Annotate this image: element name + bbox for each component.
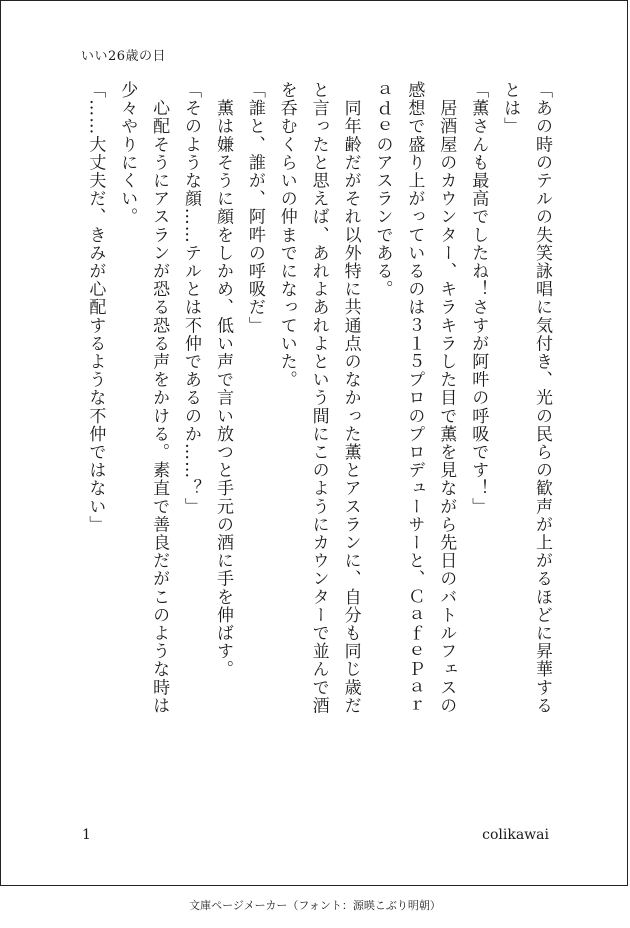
running-title: いい26歳の日: [81, 49, 167, 64]
paragraph: 同年齢だがそれ以外特に共通点のなかった薫とアスランに、自分も同じ歳だと言ったと思えば、あれよあれよという間にこのようにカウンターで並んで酒を呑むくらいの仲までになっていた。: [276, 81, 361, 715]
paragraph: 心配そうにアスランが恐る恐る声をかける。素直で善良だがこのような時は少々やりにくい。: [117, 81, 170, 715]
paragraph: 「あの時のテルの失笑詠唱に気付き、光の民らの歓声が上がるほどに昇華するとは」: [500, 81, 552, 715]
paragraph: 「……大丈夫だ、きみが心配するような不仲ではない」: [85, 81, 106, 534]
paragraph: 「そのような顔……テルとは不仲であるのか……？」: [181, 81, 202, 516]
paragraph: 「誰と、誰が、阿吽の呼吸だ」: [244, 81, 265, 335]
paragraph: 居酒屋のカウンター、キラキラした目で薫を見ながら先日のバトルフェスの感想で盛り上がっているのは３１５プロのプロデューサーと、ＣａｆｅＰａｒａｄｅのアスランである。: [372, 81, 457, 715]
paragraph: 「薫さんも最高でしたね！さすが阿吽の呼吸です！」: [468, 81, 489, 516]
author-name: colikawai: [482, 827, 549, 843]
page-number: 1: [82, 827, 91, 843]
vertical-body-text: [79, 81, 557, 721]
paragraph: 薫は嫌そうに顔をしかめ、低い声で言い放つと手元の酒に手を伸ばす。: [212, 81, 233, 679]
generator-credit: 文庫ページメーカー（フォント：源暎こぶり明朝）: [189, 899, 441, 912]
